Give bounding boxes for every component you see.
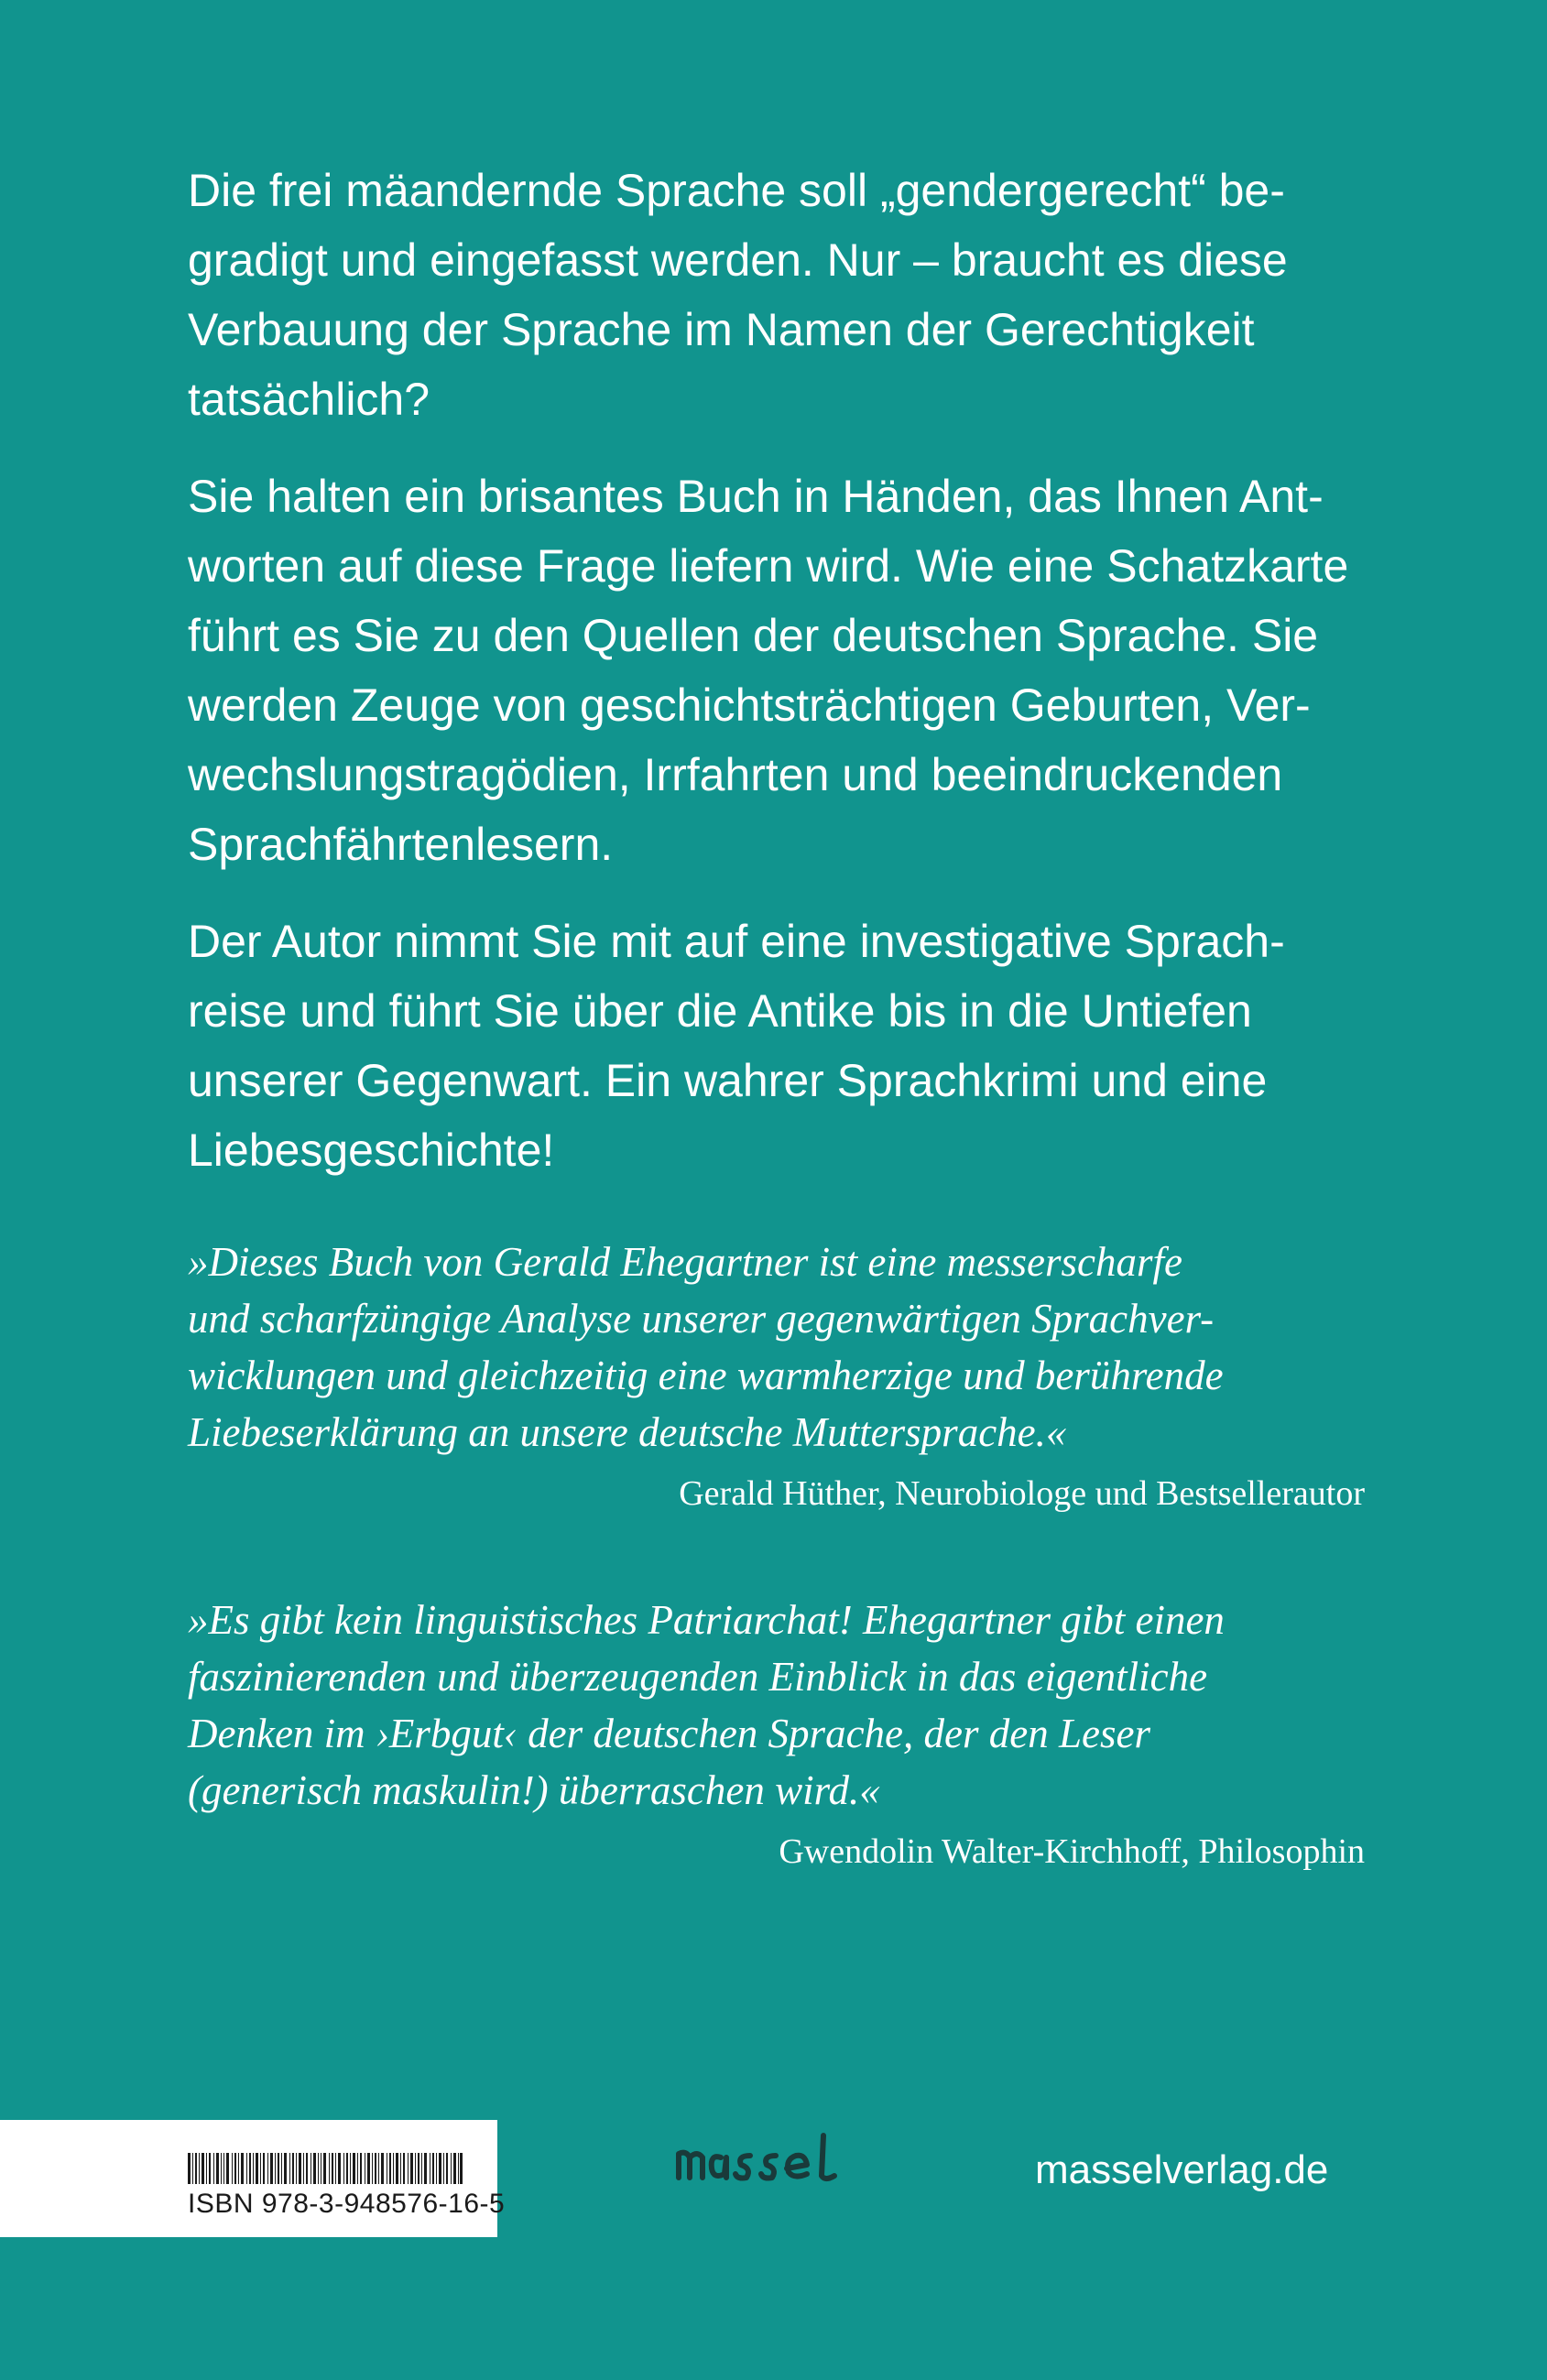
- testimonial-quote-2: [188, 1592, 1378, 1879]
- blurb-paragraph-2: Sie halten ein brisantes Buch in Händen, das Ihnen Ant- worten auf diese Frage liefern wird. Wie eine Schatzkarte führt es Sie zu den Quellen der deutschen Sprache. Sie werden Zeuge von geschichtsträchtigen Geburten, Ver- wechslungstragödien, Irrfahrten und beeindruckenden Sprachfährtenlesern.: [188, 471, 1349, 870]
- blurb-text: [188, 156, 1378, 1212]
- isbn-number: ISBN 978-3-948576-16-5: [188, 2189, 506, 2219]
- quote-source: Gerald Hüther, Neurobiologe und Bestsellerautor: [679, 1474, 1365, 1513]
- isbn-barcode-box: [0, 2120, 506, 2237]
- publisher-logo: [673, 2130, 870, 2194]
- publisher-website[interactable]: masselverlag.de: [1035, 2147, 1329, 2192]
- blurb-paragraph-3: Der Autor nimmt Sie mit auf eine investigative Sprach- reise und führt Sie über die Antike bis in die Untiefen unserer Gegenwart. Ein wahrer Sprachkrimi und eine Liebesgeschichte!: [188, 916, 1285, 1176]
- quote-text: »Dieses Buch von Gerald Ehegartner ist eine messerscharfe und scharfzüngige Analyse unserer gegenwärtigen Sprachver- wicklungen und gleichzeitig eine warmherzige und berührende Liebeserklärung an unsere deutsche Muttersprache.«: [188, 1239, 1224, 1455]
- blurb-paragraph-1: Die frei mäandernde Sprache soll „gendergerecht“ be- gradigt und eingefasst werden. Nur – braucht es diese Verbauung der Sprache im Namen der Gerechtigkeit tatsächlich?: [188, 165, 1288, 425]
- quote-text: »Es gibt kein linguistisches Patriarchat! Ehegartner gibt einen faszinierenden und überzeugenden Einblick in das eigentliche Denken im ›Erbgut‹ der deutschen Sprache, der den Leser (generisch maskulin!) überraschen wird.«: [188, 1597, 1225, 1813]
- quote-source: Gwendolin Walter-Kirchhoff, Philosophin: [779, 1832, 1365, 1871]
- testimonial-quote-1: [188, 1233, 1378, 1521]
- barcode-icon: [188, 2153, 463, 2184]
